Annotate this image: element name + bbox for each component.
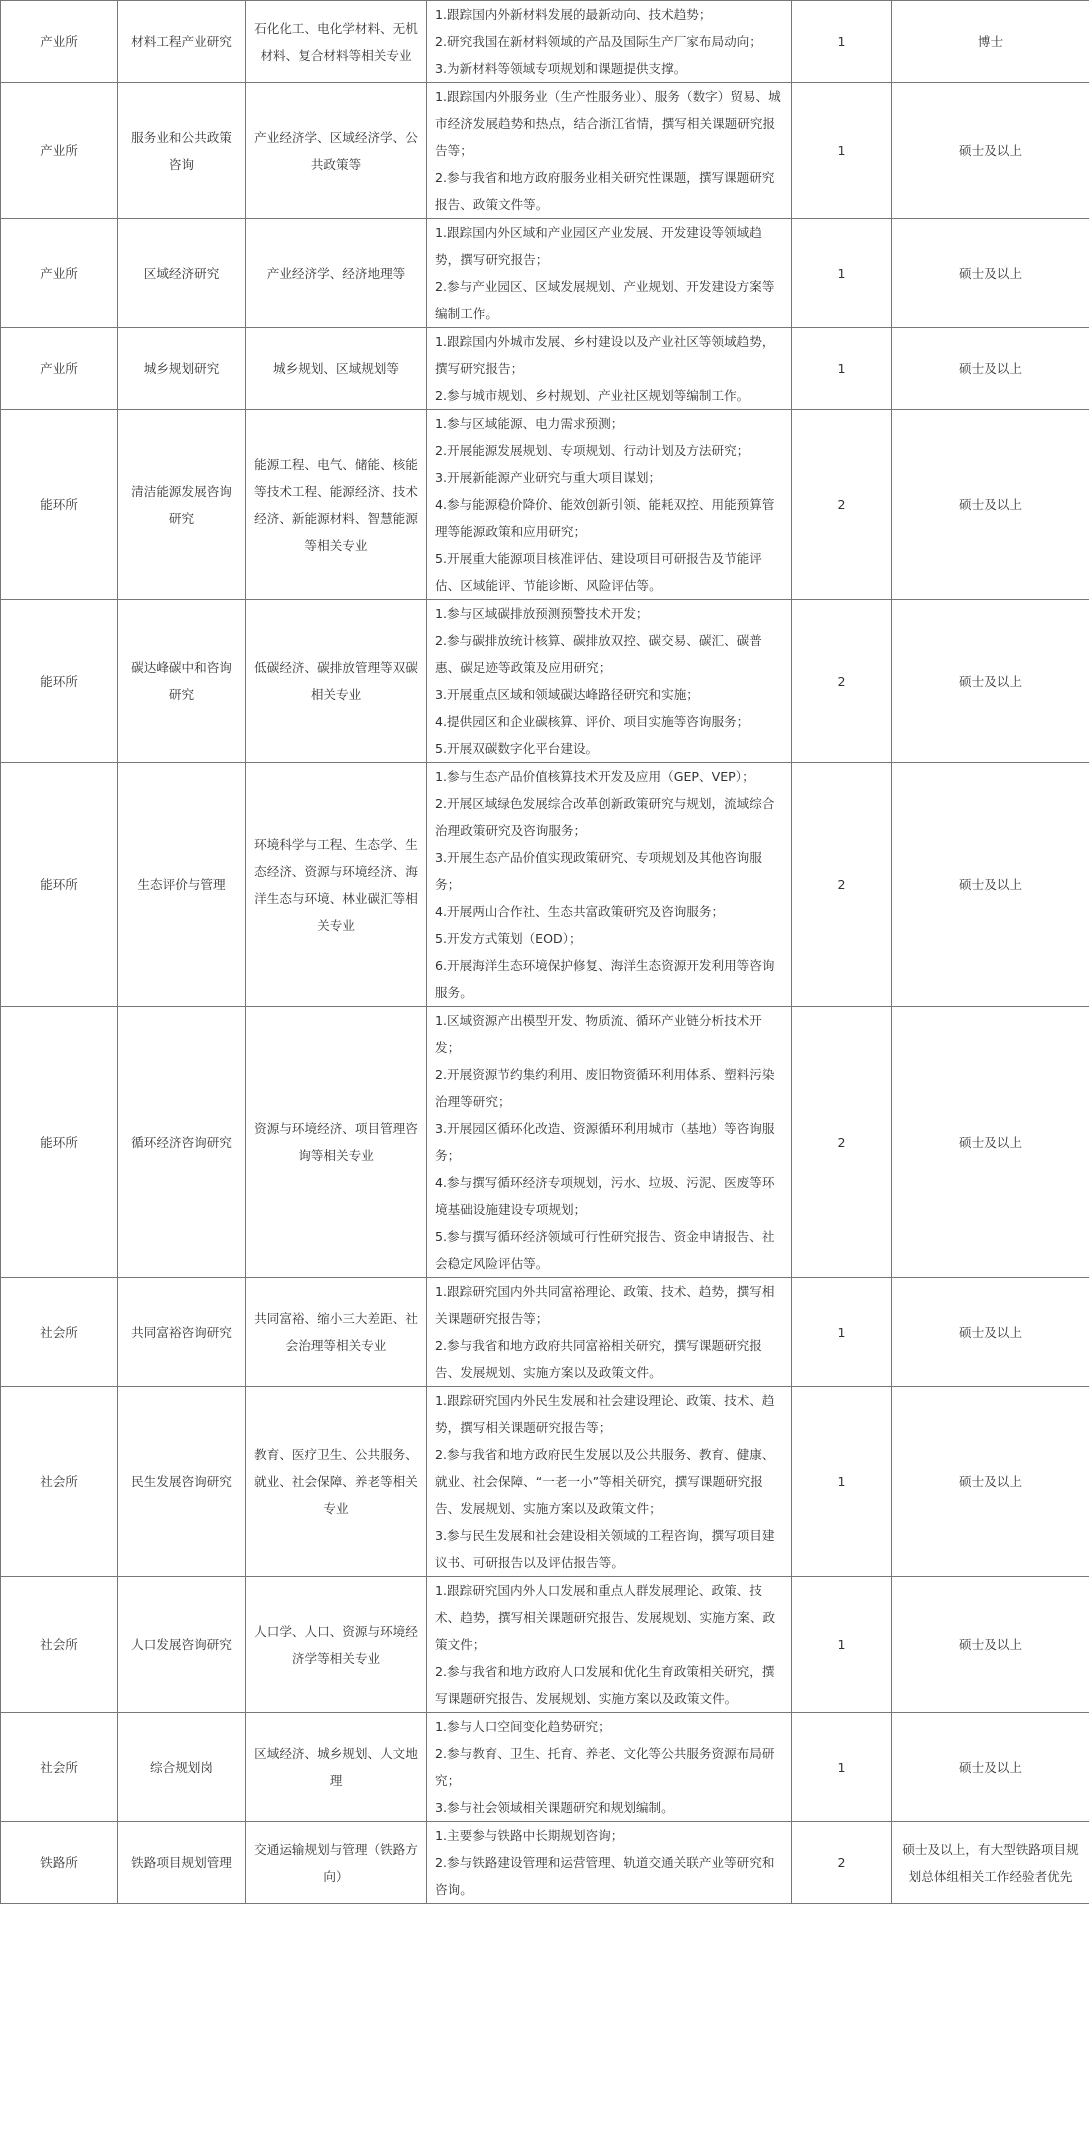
research-direction-cell: 服务业和公共政策咨询 (118, 83, 246, 219)
duty-line: 1.区域资源产出模型开发、物质流、循环产业链分析技术开发； (435, 1013, 762, 1055)
duty-line: 2.研究我国在新材料领域的产品及国际生产厂家布局动向； (435, 34, 762, 49)
major-cell: 产业经济学、区域经济学、公共政策等 (246, 83, 427, 219)
research-direction-cell: 共同富裕咨询研究 (118, 1278, 246, 1387)
research-direction-cell: 铁路项目规划管理 (118, 1822, 246, 1904)
headcount-cell: 1 (792, 1387, 892, 1577)
table-row (1, 1713, 1089, 1822)
headcount-cell: 1 (792, 219, 892, 328)
research-direction-cell: 区域经济研究 (118, 219, 246, 328)
duty-line: 2.参与城市规划、乡村规划、产业社区规划等编制工作。 (435, 388, 750, 403)
duty-line: 1.跟踪研究国内外共同富裕理论、政策、技术、趋势，撰写相关课题研究报告等； (435, 1284, 775, 1326)
duty-line: 3.为新材料等领域专项规划和课题提供支撑。 (435, 61, 687, 76)
research-direction-cell: 城乡规划研究 (118, 328, 246, 410)
department-cell: 能环所 (1, 763, 118, 1007)
duty-line: 2.开展能源发展规划、专项规划、行动计划及方法研究； (435, 443, 750, 458)
duty-line: 2.参与我省和地方政府服务业相关研究性课题，撰写课题研究报告、政策文件等。 (435, 170, 775, 212)
duty-line: 2.参与我省和地方政府人口发展和优化生育政策相关研究，撰写课题研究报告、发展规划、实施方案以及政策文件。 (435, 1664, 775, 1706)
table-row (1, 219, 1089, 328)
duty-line: 1.参与生态产品价值核算技术开发及应用（GEP、VEP）； (435, 769, 755, 784)
major-cell: 人口学、人口、资源与环境经济学等相关专业 (246, 1577, 427, 1713)
requirement-cell: 硕士及以上 (892, 219, 1089, 328)
duty-line: 1.跟踪国内外区域和产业园区产业发展、开发建设等领域趋势，撰写研究报告； (435, 225, 762, 267)
department-cell: 产业所 (1, 1, 118, 83)
duty-line: 3.参与社会领域相关课题研究和规划编制。 (435, 1800, 674, 1815)
research-direction-cell: 生态评价与管理 (118, 763, 246, 1007)
duty-line: 3.开展园区循环化改造、资源循环利用城市（基地）等咨询服务； (435, 1121, 775, 1163)
requirement-cell: 硕士及以上 (892, 1713, 1089, 1822)
department-cell: 社会所 (1, 1278, 118, 1387)
duty-line: 1.跟踪国内外服务业（生产性服务业）、服务（数字）贸易、城市经济发展趋势和热点，结合浙江省情，撰写相关课题研究报告等； (435, 89, 781, 158)
table-row (1, 328, 1089, 410)
table-row (1, 83, 1089, 219)
headcount-cell: 1 (792, 1577, 892, 1713)
headcount-cell: 2 (792, 1007, 892, 1278)
major-cell: 低碳经济、碳排放管理等双碳相关专业 (246, 600, 427, 763)
table-row (1, 600, 1089, 763)
requirement-cell: 硕士及以上，有大型铁路项目规划总体组相关工作经验者优先 (892, 1822, 1089, 1904)
duty-line: 5.开展双碳数字化平台建设。 (435, 741, 599, 756)
headcount-cell: 1 (792, 328, 892, 410)
duty-line: 6.开展海洋生态环境保护修复、海洋生态资源开发利用等咨询服务。 (435, 958, 775, 1000)
table-row (1, 410, 1089, 600)
major-cell: 石化化工、电化学材料、无机材料、复合材料等相关专业 (246, 1, 427, 83)
research-direction-cell: 循环经济咨询研究 (118, 1007, 246, 1278)
duty-line: 2.开展区域绿色发展综合改革创新政策研究与规划，流域综合治理政策研究及咨询服务； (435, 796, 775, 838)
department-cell: 能环所 (1, 410, 118, 600)
table-body (1, 1, 1089, 1904)
duties-cell (427, 1007, 792, 1278)
requirement-cell: 硕士及以上 (892, 410, 1089, 600)
research-direction-cell: 民生发展咨询研究 (118, 1387, 246, 1577)
department-cell: 铁路所 (1, 1822, 118, 1904)
duties-cell (427, 1713, 792, 1822)
research-direction-cell: 材料工程产业研究 (118, 1, 246, 83)
duties-cell (427, 219, 792, 328)
major-cell: 教育、医疗卫生、公共服务、就业、社会保障、养老等相关专业 (246, 1387, 427, 1577)
major-cell: 区域经济、城乡规划、人文地理 (246, 1713, 427, 1822)
duty-line: 2.参与我省和地方政府民生发展以及公共服务、教育、健康、就业、社会保障、“一老一小”等相关研究，撰写课题研究报告、发展规划、实施方案以及政策文件； (435, 1447, 775, 1516)
requirement-cell: 博士 (892, 1, 1089, 83)
major-cell: 能源工程、电气、储能、核能等技术工程、能源经济、技术经济、新能源材料、智慧能源等相关专业 (246, 410, 427, 600)
department-cell: 产业所 (1, 328, 118, 410)
requirement-cell: 硕士及以上 (892, 328, 1089, 410)
requirement-cell: 硕士及以上 (892, 600, 1089, 763)
duty-line: 4.参与能源稳价降价、能效创新引领、能耗双控、用能预算管理等能源政策和应用研究； (435, 497, 775, 539)
duties-cell (427, 1, 792, 83)
table-row (1, 1007, 1089, 1278)
major-cell: 共同富裕、缩小三大差距、社会治理等相关专业 (246, 1278, 427, 1387)
duty-line: 1.跟踪国内外城市发展、乡村建设以及产业社区等领域趋势，撰写研究报告； (435, 334, 775, 376)
major-cell: 交通运输规划与管理（铁路方向） (246, 1822, 427, 1904)
requirement-cell: 硕士及以上 (892, 1387, 1089, 1577)
duty-line: 1.跟踪国内外新材料发展的最新动向、技术趋势； (435, 7, 712, 22)
headcount-cell: 1 (792, 1, 892, 83)
table-row (1, 1822, 1089, 1904)
requirement-cell: 硕士及以上 (892, 763, 1089, 1007)
duty-line: 5.开发方式策划（EOD）； (435, 931, 582, 946)
duty-line: 3.开展重点区域和领域碳达峰路径研究和实施； (435, 687, 699, 702)
department-cell: 能环所 (1, 600, 118, 763)
major-cell: 环境科学与工程、生态学、生态经济、资源与环境经济、海洋生态与环境、林业碳汇等相关专业 (246, 763, 427, 1007)
duty-line: 1.跟踪研究国内外人口发展和重点人群发展理论、政策、技术、趋势，撰写相关课题研究报告、发展规划、实施方案、政策文件； (435, 1583, 776, 1652)
table-row (1, 1278, 1089, 1387)
department-cell: 产业所 (1, 219, 118, 328)
duties-cell (427, 328, 792, 410)
major-cell: 城乡规划、区域规划等 (246, 328, 427, 410)
duty-line: 1.主要参与铁路中长期规划咨询； (435, 1828, 624, 1843)
table-row (1, 1387, 1089, 1577)
duty-line: 3.开展生态产品价值实现政策研究、专项规划及其他咨询服务； (435, 850, 762, 892)
headcount-cell: 1 (792, 1278, 892, 1387)
major-cell: 资源与环境经济、项目管理咨询等相关专业 (246, 1007, 427, 1278)
duty-line: 1.跟踪研究国内外民生发展和社会建设理论、政策、技术、趋势，撰写相关课题研究报告等； (435, 1393, 775, 1435)
headcount-cell: 2 (792, 410, 892, 600)
table-row (1, 1, 1089, 83)
research-direction-cell: 人口发展咨询研究 (118, 1577, 246, 1713)
department-cell: 产业所 (1, 83, 118, 219)
department-cell: 社会所 (1, 1713, 118, 1822)
duty-line: 1.参与区域能源、电力需求预测； (435, 416, 624, 431)
duty-line: 3.参与民生发展和社会建设相关领域的工程咨询，撰写项目建议书、可研报告以及评估报告等。 (435, 1528, 775, 1570)
duties-cell (427, 1387, 792, 1577)
headcount-cell: 2 (792, 1822, 892, 1904)
duty-line: 2.开展资源节约集约利用、废旧物资循环利用体系、塑料污染治理等研究； (435, 1067, 775, 1109)
headcount-cell: 2 (792, 600, 892, 763)
table-row (1, 763, 1089, 1007)
duty-line: 1.参与人口空间变化趋势研究； (435, 1719, 611, 1734)
duties-cell (427, 600, 792, 763)
research-direction-cell: 碳达峰碳中和咨询研究 (118, 600, 246, 763)
department-cell: 社会所 (1, 1577, 118, 1713)
requirement-cell: 硕士及以上 (892, 1007, 1089, 1278)
duty-line: 2.参与产业园区、区域发展规划、产业规划、开发建设方案等编制工作。 (435, 279, 775, 321)
duties-cell (427, 763, 792, 1007)
duties-cell (427, 1577, 792, 1713)
duties-cell (427, 1822, 792, 1904)
duty-line: 1.参与区域碳排放预测预警技术开发； (435, 606, 649, 621)
duty-line: 5.参与撰写循环经济领域可行性研究报告、资金申请报告、社会稳定风险评估等。 (435, 1229, 775, 1271)
duty-line: 2.参与我省和地方政府共同富裕相关研究，撰写课题研究报告、发展规划、实施方案以及政策文件。 (435, 1338, 762, 1380)
research-direction-cell: 清洁能源发展咨询研究 (118, 410, 246, 600)
duty-line: 2.参与碳排放统计核算、碳排放双控、碳交易、碳汇、碳普惠、碳足迹等政策及应用研究； (435, 633, 762, 675)
department-cell: 社会所 (1, 1387, 118, 1577)
major-cell: 产业经济学、经济地理等 (246, 219, 427, 328)
headcount-cell: 1 (792, 83, 892, 219)
duty-line: 2.参与铁路建设管理和运营管理、轨道交通关联产业等研究和咨询。 (435, 1855, 775, 1897)
headcount-cell: 2 (792, 763, 892, 1007)
requirement-cell: 硕士及以上 (892, 1577, 1089, 1713)
duty-line: 3.开展新能源产业研究与重大项目谋划； (435, 470, 662, 485)
requirement-cell: 硕士及以上 (892, 1278, 1089, 1387)
duty-line: 4.提供园区和企业碳核算、评价、项目实施等咨询服务； (435, 714, 750, 729)
research-direction-cell: 综合规划岗 (118, 1713, 246, 1822)
department-cell: 能环所 (1, 1007, 118, 1278)
headcount-cell: 1 (792, 1713, 892, 1822)
duty-line: 4.开展两山合作社、生态共富政策研究及咨询服务； (435, 904, 725, 919)
duties-cell (427, 410, 792, 600)
duties-cell (427, 1278, 792, 1387)
requirement-cell: 硕士及以上 (892, 83, 1089, 219)
duty-line: 2.参与教育、卫生、托育、养老、文化等公共服务资源布局研究； (435, 1746, 775, 1788)
duty-line: 4.参与撰写循环经济专项规划，污水、垃圾、污泥、医废等环境基础设施建设专项规划； (435, 1175, 775, 1217)
table-row (1, 1577, 1089, 1713)
duty-line: 5.开展重大能源项目核准评估、建设项目可研报告及节能评估、区域能评、节能诊断、风险评估等。 (435, 551, 762, 593)
duties-cell (427, 83, 792, 219)
